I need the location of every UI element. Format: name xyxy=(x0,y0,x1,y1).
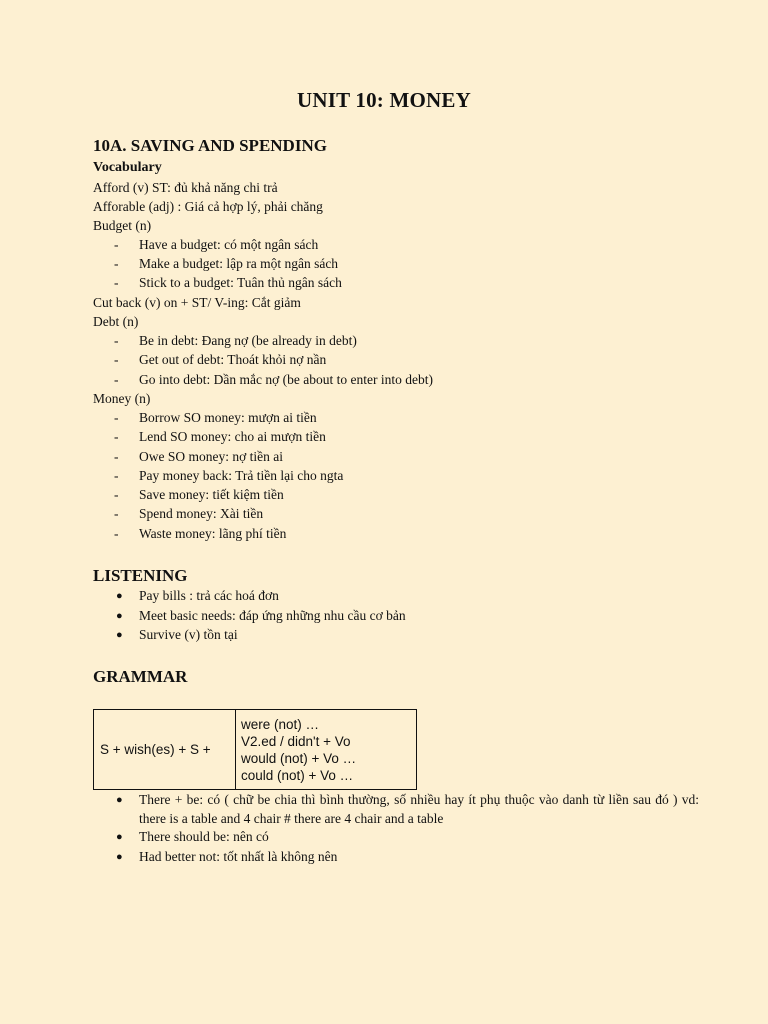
vocab-line: Debt (n) xyxy=(93,314,139,329)
budget-item: Make a budget: lập ra một ngân sách xyxy=(139,256,339,271)
bullet-marker: ● xyxy=(116,851,123,863)
vocab-line: Afford (v) ST: đủ khả năng chi trả xyxy=(93,180,278,195)
section-heading-grammar: GRAMMAR xyxy=(93,667,188,686)
bullet-marker: ● xyxy=(116,590,123,602)
vocabulary-label: Vocabulary xyxy=(93,160,162,175)
section-heading-listening: LISTENING xyxy=(93,566,188,585)
money-item: Waste money: lãng phí tiền xyxy=(139,526,287,541)
wish-form: would (not) + Vo … xyxy=(241,751,357,766)
grammar-item: Had better not: tốt nhất là không nên xyxy=(139,849,338,864)
listening-item: Pay bills : trả các hoá đơn xyxy=(139,588,279,603)
wish-table-left-cell: S + wish(es) + S + xyxy=(94,710,236,789)
dash-marker: - xyxy=(114,275,119,290)
dash-marker: - xyxy=(114,429,119,444)
dash-marker: - xyxy=(114,526,119,541)
page-title: UNIT 10: MONEY xyxy=(297,88,471,112)
money-item: Borrow SO money: mượn ai tiền xyxy=(139,410,317,425)
dash-marker: - xyxy=(114,487,119,502)
bullet-marker: ● xyxy=(116,794,123,806)
listening-item: Meet basic needs: đáp ứng những nhu cầu cơ bản xyxy=(139,608,406,623)
dash-marker: - xyxy=(114,256,119,271)
budget-item: Have a budget: có một ngân sách xyxy=(139,237,319,252)
vocab-line: Cut back (v) on + ST/ V-ing: Cắt giảm xyxy=(93,295,301,310)
vocab-line: Afforable (adj) : Giá cả hợp lý, phải chăng xyxy=(93,199,323,214)
grammar-item: There + be: có ( chữ be chia thì bình thường, số nhiều hay ít phụ thuộc vào danh từ liền sau đó ) vd: there is a table and 4 chair # there are 4 chair and a table xyxy=(139,792,699,826)
bullet-marker: ● xyxy=(116,610,123,622)
listening-item: Survive (v) tồn tại xyxy=(139,627,238,642)
money-item: Spend money: Xài tiền xyxy=(139,506,264,521)
dash-marker: - xyxy=(114,506,119,521)
section-heading-saving: 10A. SAVING AND SPENDING xyxy=(93,136,327,155)
debt-item: Get out of debt: Thoát khỏi nợ nần xyxy=(139,352,327,367)
wish-form: were (not) … xyxy=(241,717,320,732)
wish-grammar-table xyxy=(93,709,417,790)
wish-form: V2.ed / didn't + Vo xyxy=(241,734,351,749)
wish-table-right-cell xyxy=(236,710,356,789)
debt-item: Go into debt: Dần mắc nợ (be about to enter into debt) xyxy=(139,372,433,387)
vocab-line: Money (n) xyxy=(93,391,151,406)
money-item: Owe SO money: nợ tiền ai xyxy=(139,449,283,464)
dash-marker: - xyxy=(114,237,119,252)
bullet-marker: ● xyxy=(116,831,123,843)
dash-marker: - xyxy=(114,372,119,387)
debt-item: Be in debt: Đang nợ (be already in debt) xyxy=(139,333,357,348)
money-item: Save money: tiết kiệm tiền xyxy=(139,487,284,502)
dash-marker: - xyxy=(114,410,119,425)
budget-item: Stick to a budget: Tuân thủ ngân sách xyxy=(139,275,342,290)
money-item: Lend SO money: cho ai mượn tiền xyxy=(139,429,326,444)
dash-marker: - xyxy=(114,468,119,483)
dash-marker: - xyxy=(114,449,119,464)
money-item: Pay money back: Trả tiền lại cho ngta xyxy=(139,468,344,483)
dash-marker: - xyxy=(114,352,119,367)
wish-form: could (not) + Vo … xyxy=(241,768,354,783)
dash-marker: - xyxy=(114,333,119,348)
grammar-item: There should be: nên có xyxy=(139,829,269,844)
bullet-marker: ● xyxy=(116,629,123,641)
vocab-line: Budget (n) xyxy=(93,218,152,233)
